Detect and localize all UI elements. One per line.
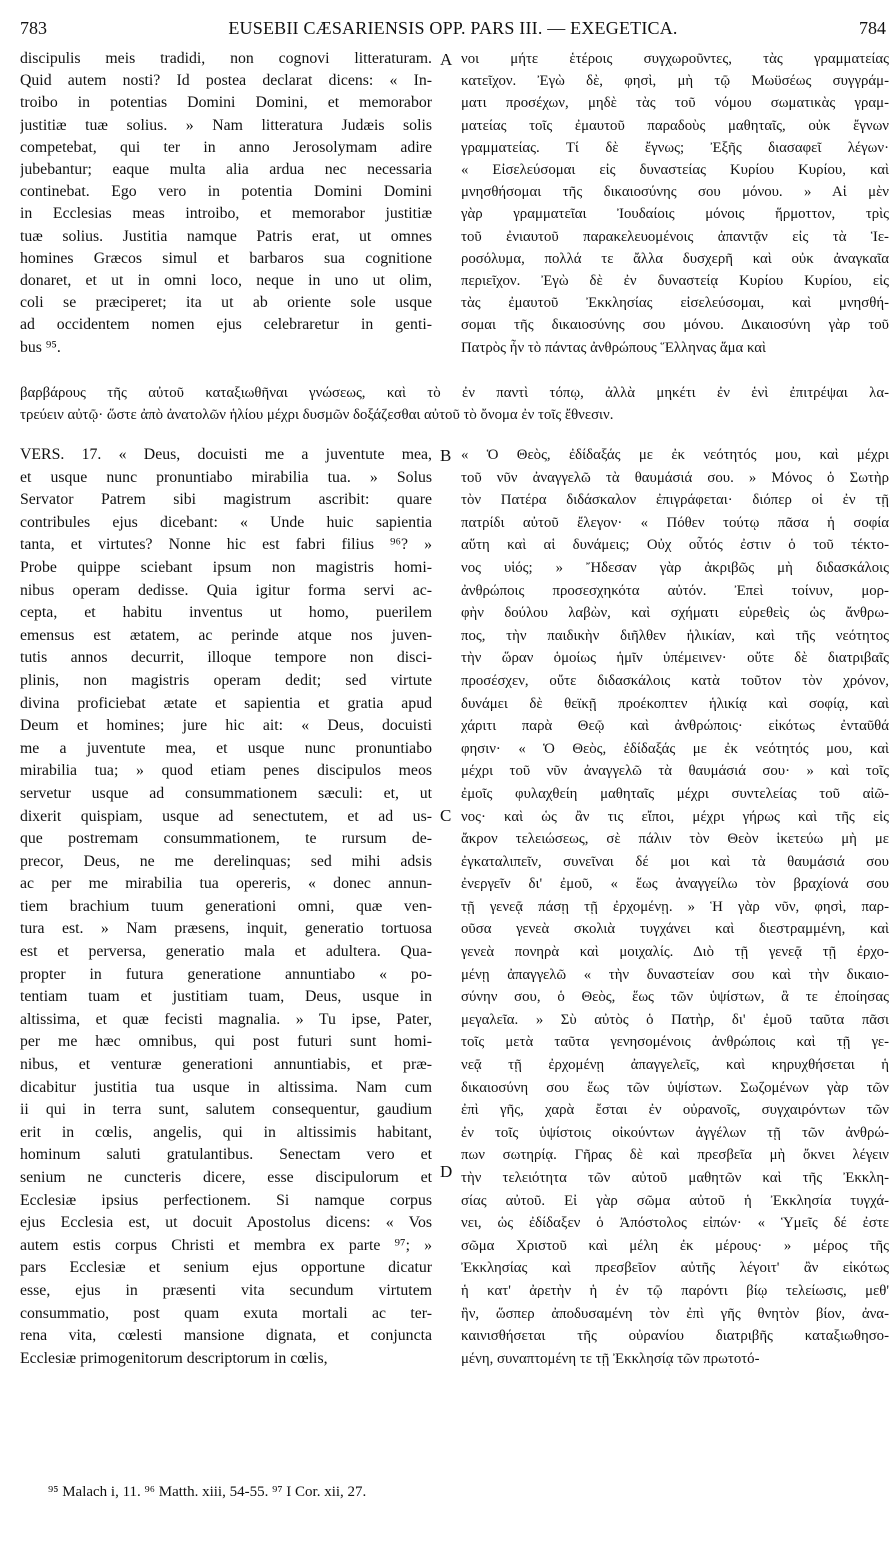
greek-text-line: σίας αὐτοῦ. Εἰ γὰρ σῶμα αὐτοῦ ἡ Ἐκκλησία τυγχά- xyxy=(461,1192,889,1209)
latin-text-line: et usque nunc pronuntiabo mirabilia tua. » Solus xyxy=(20,468,432,486)
greek-text-line: σομαι τῆς δικαιοσύνης σου μόνου. Δικαιοσύνη γὰρ τοῦ xyxy=(461,317,889,334)
latin-text-line: divina proficiebat ætate et sapientia et gratia apud xyxy=(20,694,432,712)
latin-text-line: tuæ solius. Justitia namque Patris erat, ut omnes xyxy=(20,227,432,245)
latin-text-line: senium ne cuncteris dicere, esse discipulorum et xyxy=(20,1169,432,1186)
latin-text-line: tura est. » Nam præsens, inquit, generatio tortuosa xyxy=(20,920,432,938)
latin-text-line: consummatio, post quam exuta mortali ac ter- xyxy=(20,1304,432,1322)
greek-text-line: νοι μήτε ἑτέροις συγχωροῦντες, τὰς γραμματείας xyxy=(461,51,889,67)
greek-text-line: γενεὰ πονηρὰ καὶ μοιχαλίς. Διὸ τῇ γενεᾷ τῇ ἐρχο- xyxy=(461,944,889,961)
greek-text-line: οῦσα γενεὰ σκολιὰ τυγχάνει καὶ διεστραμμένη, καὶ xyxy=(461,921,889,938)
latin-text-line: propter in futura generatione annuntiabo « po- xyxy=(20,965,432,983)
latin-text-line: coli se præciperet; ita ut ab oriente sole usque xyxy=(20,294,432,312)
greek-text-line: ροσόλυμα, πολλά τε ἄλλα δυσχερῆ καὶ οὐκ ἀναγκαῖα xyxy=(461,250,889,267)
latin-text-line: Ecclesiæ ipsius perfectionem. Si namque corpus xyxy=(20,1191,432,1209)
latin-text-line: donaret, et ut in omni loco, neque in uno ut olim, xyxy=(20,272,432,290)
latin-text-line: tutis annos decurrit, illoque tempore non disci- xyxy=(20,649,432,667)
latin-text-line: precor, Deus, ne me derelinquas; sed mihi adsis xyxy=(20,852,432,870)
greek-text-line: ματείας τοῖς ἐμαυτοῦ παραδοὺς μαθηταῖς, οὐκ ἔγνων xyxy=(461,117,889,134)
latin-text-line: Servator Patrem sibi magistrum ascribit: quare xyxy=(20,491,432,509)
latin-text-line: ad occidentem nomen ejus celebraretur in genti- xyxy=(20,316,432,334)
latin-text-line: Quid autem nosti? Id postea declarat dicens: « In- xyxy=(20,72,432,90)
greek-text-line: ἐνεργεῖν δι' ἐμοῦ, « ἕως ἀναγγείλω τὸν βραχίονά σου xyxy=(461,876,889,893)
greek-column-section-b xyxy=(461,444,889,1370)
greek-text-line: « Ὁ Θεὸς, ἐδίδαξάς με ἐκ νεότητός μου, καὶ μέχρι xyxy=(461,447,889,463)
greek-text-line: νος υἱός; » Ἤδεσαν γὰρ ἀκριβῶς μὴ διδασκάλοις xyxy=(461,559,889,576)
latin-text-line: autem estis corpus Christi et membra ex parte ⁹⁷; » xyxy=(20,1236,432,1254)
greek-text-line: φησιν· « Ὁ Θεὸς, ἐδίδαξάς με ἐκ νεότητός μου, καὶ xyxy=(461,740,889,757)
latin-text-line: cepta, et habitu inventus ut homo, puerilem xyxy=(20,604,432,622)
page-number-right: 784 xyxy=(859,18,886,38)
greek-text-line: τοῖς μετὰ ταῦτα γενησομένοις ἀνθρώποις καὶ τῇ γε- xyxy=(461,1034,889,1051)
latin-text-line: jubebantur; eaque multa alia ardua nec necessaria xyxy=(20,161,432,179)
latin-text-line: hominum saluti gratulantibus. Senectam vero et xyxy=(20,1146,432,1164)
greek-text-line: τῇ γενεᾷ πάσῃ τῇ ἐρχομένῃ. » Ἡ γὰρ νῦν, φησὶ, παρ- xyxy=(461,898,889,915)
greek-text-line: Πατρὸς ἦν τὸ πάντας ἀνθρώπους Ἕλληνας ἅμα καὶ xyxy=(461,339,767,356)
latin-text-line: plinis, non magistris operam dedit; sed virtute xyxy=(20,671,432,689)
latin-text-line: esse, ejus in præsenti vita secundum virtutem xyxy=(20,1281,432,1299)
footnotes: ⁹⁵ Malach i, 11. ⁹⁶ Matth. xiii, 54-55. ⁹⁷ I Cor. xii, 27. xyxy=(48,1484,367,1500)
greek-text-line: ἄκρον τελειώσεως, σὲ πάλιν τὸν Θεὸν ἱκετεύω μὴ με xyxy=(461,831,889,848)
running-title: EUSEBII CÆSARIENSIS OPP. PARS III. — EXEGETICA. xyxy=(228,18,678,38)
greek-text-line: ἣν, ὥσπερ ἀποδυσαμένη τὸν ἐπὶ γῆς θνητὸν βίον, ἀνα- xyxy=(461,1305,889,1322)
latin-text-line: nibus, et venturæ generationi annuntiabis, et præ- xyxy=(20,1056,432,1074)
greek-text-line: γὰρ γραμματεῖαι Ἰουδαίοις μόνοις ἥρμοττον, τρὶς xyxy=(461,206,889,223)
latin-text-line: dicabitur justitia tua usque in altissima. Nam cum xyxy=(20,1078,432,1096)
greek-text-line: μένῃ ἀπαγγελῶ « τὴν δυναστείαν σου καὶ τὴν δικαιο- xyxy=(461,966,889,983)
greek-text-line: τὰς ἐμαυτοῦ Ἐκκλησίας εἰσελεύσομαι, καὶ μνησθή- xyxy=(461,295,889,312)
margin-marker-c: C xyxy=(440,806,452,825)
latin-text-line: servetur usque ad consummationem sæculi: et, ut xyxy=(20,784,432,802)
latin-text-line: emensus est ætatem, ac perinde atque nos juven- xyxy=(20,626,432,644)
greek-text-line: πος, τὴν παιδικὴν διῆλθεν ἡλικίαν, καὶ τῆς νεότητος xyxy=(461,627,889,644)
greek-text-line: τρεύειν αὐτῷ· ὥστε ἀπὸ ἀνατολῶν ἡλίου μέχρι δυσμῶν δοξάζεσθαι αὐτοῦ τὸ ὄνομα ἐν τοῖς ἔθνεσιν. xyxy=(20,407,614,424)
latin-text-line: contribules ejus dicebant: « Unde huic sapientia xyxy=(20,513,432,531)
latin-text-line: Ecclesiæ primogenitorum descriptorum in cœlis, xyxy=(20,1349,328,1367)
greek-fullwidth-continuation xyxy=(20,382,889,426)
greek-text-line: Ἐκκλησίας καὶ πρεσβεῖον αὐτῆς λέγοιτ' ἂν εἰκότως xyxy=(461,1260,889,1277)
latin-text-line: dixerit quispiam, usque ad senectutem, et ad us- xyxy=(20,807,432,825)
greek-text-line: δικαιοσύνη σου ἕως τῶν ὑψίστων. Σωζομένων γὰρ τῶν xyxy=(461,1079,889,1096)
greek-text-line: κατεῖχον. Ἐγὼ δὲ, φησὶ, μὴ τῷ Μωϋσέως συγγράμ- xyxy=(461,73,889,90)
greek-text-line: νος· καὶ ὡς ἂν τις εἴποι, μέχρι γήρως καὶ τῆς εἰς xyxy=(461,808,889,825)
margin-marker-d: D xyxy=(440,1162,453,1181)
greek-text-line: « Εἰσελεύσομαι εἰς δυναστείας Κυρίου Κυρίου, καὶ xyxy=(461,162,889,179)
latin-text-line: erit in cœlis, angelis, qui in altissimis habitant, xyxy=(20,1123,432,1141)
greek-text-line: μένη, συναπτομένη τε τῇ Ἐκκλησίᾳ τῶν πρωτοτό- xyxy=(461,1350,760,1367)
greek-text-line: περιεῖχον. Ἐγὼ δὲ ἐν δυναστείᾳ Κυρίου Κυρίου, εἰς xyxy=(461,273,889,290)
greek-text-line: μνησθήσομαι τῆς δικαιοσύνης σου μόνου. » Αἱ μὲν xyxy=(461,184,889,201)
greek-text-line: βαρβάρους τῆς αὐτοῦ καταξιωθῆναι γνώσεως, καὶ τὸ ἐν παντὶ τόπῳ, ἀλλὰ μηκέτι ἐν ἑνὶ ἐπιτρέψαι λα- xyxy=(20,385,889,401)
latin-text-line: que postremam consummationem, te rursum de- xyxy=(20,830,432,848)
latin-text-line: competebat, qui ter in anno Jerosolymam adire xyxy=(20,138,432,156)
latin-column-section-a xyxy=(20,48,432,359)
page-number-left: 783 xyxy=(20,18,47,38)
greek-text-line: καινισθήσεται τῆς οὐρανίου διατριβῆς καταξιωθησο- xyxy=(461,1328,889,1345)
greek-text-line: δυνάμει δὲ θεϊκῇ προέκοπτεν ἡλικίᾳ καὶ σοφίᾳ, καὶ xyxy=(461,695,889,712)
latin-text-line: justitiæ tuæ solius. » Nam litteratura Judæis solis xyxy=(20,116,432,134)
latin-text-line: troibo in potentias Domini Domini, et memorabor xyxy=(20,94,432,112)
greek-text-line: νει, ὡς ἐδίδαξεν ὁ Ἀπόστολος εἰπών· « Ὑμεῖς δέ ἐστε xyxy=(461,1215,889,1232)
greek-text-line: σῶμα Χριστοῦ καὶ μέλη ἐκ μέρους· » μέρος τῆς xyxy=(461,1237,889,1254)
margin-marker-a: A xyxy=(440,50,453,69)
greek-text-line: γραμματείας. Τί δὲ ἔγνως; Ἐξῆς διασαφεῖ λέγων· xyxy=(461,139,889,156)
greek-text-line: τὴν ὥραν ὁμοίως ἡμῖν ὑπέμεινεν· οὔτε δὲ διατριβαῖς xyxy=(461,650,889,667)
running-header xyxy=(20,18,886,44)
latin-text-line: tanta, et virtutes? Nonne hic est fabri filius ⁹⁶? » xyxy=(20,536,432,554)
greek-text-line: ἐγκαταλιπεῖν, συνεῖναι δέ μοι καὶ τὰ θαυμάσιά σου xyxy=(461,853,889,870)
latin-text-line: me a juventute mea, et usque nunc pronuntiabo xyxy=(20,739,432,757)
latin-text-line: discipulis meis tradidi, non cognovi litteraturam. xyxy=(20,50,432,67)
latin-text-line: continebat. Ego vero in potentia Domini Domini xyxy=(20,183,432,201)
greek-text-line: τοῦ ἐνιαυτοῦ παρακελευομένοις ἀπαντᾷν εἰς τὰ Ἱε- xyxy=(461,228,889,245)
greek-text-line: χάριτι παρὰ Θεῷ καὶ ἀνθρώποις· εἰκότως ἐνταῦθά xyxy=(461,718,889,735)
latin-text-line: per me hæc omnibus, qui post futuri sunt homi- xyxy=(20,1033,432,1051)
latin-column-section-b xyxy=(20,444,432,1370)
latin-text-line: bus ⁹⁵. xyxy=(20,338,61,356)
latin-text-line: Probe quippe sciebant ipsum non magistris homi- xyxy=(20,558,432,576)
greek-text-line: πων σωτηρίᾳ. Γῆρας δὲ καὶ πρεσβεῖα μὴ ὄκνει λέγειν xyxy=(461,1147,889,1164)
greek-text-line: ἐπὶ γῆς, χαρὰ ἔσται ἐν οὐρανοῖς, συγχαιρόντων τῶν xyxy=(461,1102,889,1119)
greek-text-line: ἀνθρώποις προσεσχηκότα αὐτόν. Ἐπεὶ τοίνυν, μορ- xyxy=(461,582,889,599)
greek-text-line: ἐν τοῖς ὑψίστοις οἰκούντων ἀγγέλων τῇ τῶν ἀνθρώ- xyxy=(461,1124,889,1141)
latin-text-line: homines Græcos simul et barbaros sua cognitione xyxy=(20,249,432,267)
latin-text-line: est et perversa, generatio mala et adultera. Qua- xyxy=(20,943,432,961)
latin-text-line: altissima, et quæ fecisti magnalia. » Tu ipse, Pater, xyxy=(20,1010,432,1028)
latin-text-line: ac per me mirabilia tua opereris, « donec annun- xyxy=(20,875,432,893)
greek-text-line: πατρίδι αὐτοῦ ἔλεγον· « Πόθεν τούτῳ πᾶσα ἡ σοφία xyxy=(461,514,889,531)
greek-text-line: μέχρι τοῦ νῦν ἀναγγελῶ τὰ θαυμάσιά σου· » καὶ τοῖς xyxy=(461,763,889,780)
latin-text-line: rena vita, cœlesti mansione dignata, et conjuncta xyxy=(20,1327,432,1345)
greek-text-line: σύνην σου, ὁ Θεὸς, ἕως τῶν ὑψίστων, ἃ τε ἐποίησας xyxy=(461,989,889,1006)
greek-text-line: προσέσχεν, οὔτε διδασκάλοις κατὰ τοῦτον τὸν χρόνον, xyxy=(461,672,889,689)
greek-text-line: ἡ κατ' ἀρετὴν ἡ ἐν τῷ παρόντι βίῳ τελείωσις, μεθ' xyxy=(461,1282,889,1299)
latin-text-line: nibus operam dedisse. Quia igitur forma servi ac- xyxy=(20,581,432,599)
greek-text-line: τὸν Πατέρα διδάσκαλον ἐπιγράφεται· διόπερ οἱ ἐν τῇ xyxy=(461,492,889,509)
greek-text-line: ματι προσέχων, μηδὲ τὰς τοῦ νόμου σωματικὰς γραμ- xyxy=(461,95,889,112)
latin-text-line: ejus Ecclesia est, ut docuit Apostolus dicens: « Vos xyxy=(20,1214,432,1232)
latin-text-line: tiem brachium tuum generationi omni, quæ ven- xyxy=(20,897,432,915)
latin-text-line: ii qui in terra sunt, salutem consequentur, gaudium xyxy=(20,1101,432,1119)
latin-text-line: Deum et homines; jure hic ait: « Deus, docuisti xyxy=(20,717,432,735)
greek-text-line: μεγαλεῖα. » Σὺ αὐτὸς ὁ Πατὴρ, δι' ἐμοῦ ταῦτα πᾶσι xyxy=(461,1011,889,1028)
latin-text-line: VERS. 17. « Deus, docuisti me a juventute mea, xyxy=(20,446,432,463)
greek-text-line: τὴν τελειότητα τῶν αὐτοῦ μαθητῶν καὶ τῆς Ἐκκλη- xyxy=(461,1170,889,1186)
latin-text-line: mirabilia tua; » quod etiam penes discipulos meos xyxy=(20,762,432,780)
latin-text-line: tentiam tuam et justitiam tuam, Deus, usque in xyxy=(20,988,432,1006)
latin-text-line: in Ecclesias meas introibo, et memorabor justitiæ xyxy=(20,205,432,223)
latin-text-line: pars Ecclesiæ et senium ejus opportune dicatur xyxy=(20,1259,432,1277)
greek-text-line: φὴν δούλου λαβὼν, καὶ σχήματι εὑρεθεὶς ὡς ἄνθρω- xyxy=(461,605,889,622)
greek-column-section-a xyxy=(461,48,889,359)
greek-text-line: ἐμοῖς φυλαχθείη μαθηταῖς μέχρι συντελείας τοῦ αἰῶ- xyxy=(461,785,889,802)
greek-text-line: νεᾷ τῇ ἐρχομένῃ ἀπαγγελεῖς, καὶ κηρυχθήσεται ἡ xyxy=(461,1057,889,1074)
margin-marker-b: B xyxy=(440,446,452,465)
greek-text-line: τοῦ νῦν ἀναγγελῶ τὰ θαυμάσιά σου. » Μόνος ὁ Σωτὴρ xyxy=(461,469,889,486)
greek-text-line: αὕτη καὶ αἱ δυνάμεις; Οὐχ οὗτός ἐστιν ὁ τοῦ τέκτο- xyxy=(461,537,889,554)
